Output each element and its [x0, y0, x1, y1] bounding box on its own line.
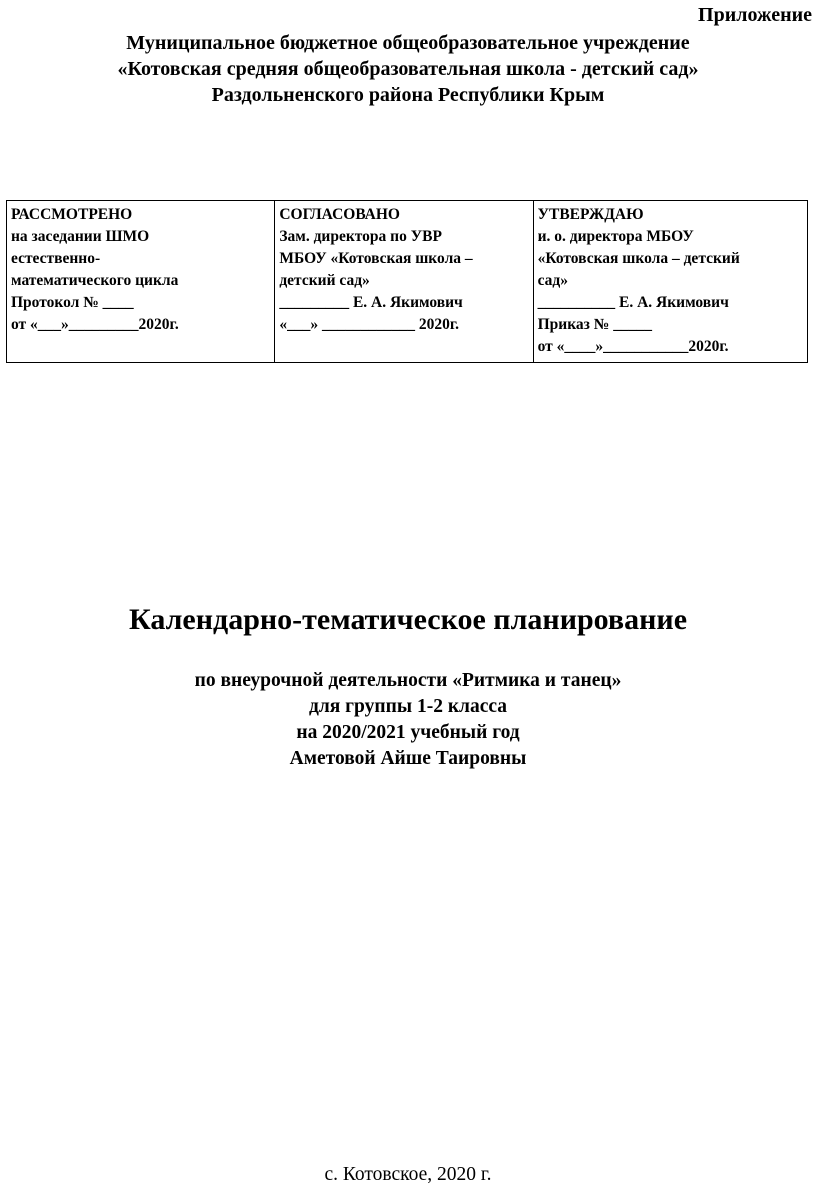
header-line-2: «Котовская средняя общеобразовательная школа - детский сад» — [117, 58, 699, 80]
agreed-line-6: «___» ____________ 2020г. — [279, 316, 459, 333]
agreed-line-3: МБОУ «Котовская школа – — [279, 250, 473, 267]
approved-line-6: Приказ № _____ — [537, 316, 652, 333]
approval-row — [7, 201, 808, 363]
document-title: Календарно-тематическое планирование — [128, 603, 688, 636]
agreed-line-1: СОГЛАСОВАНО — [279, 206, 400, 223]
agreed-line-4: детский сад» — [279, 272, 370, 289]
document-subtitle — [0, 668, 816, 772]
reviewed-line-4: математического цикла — [11, 272, 179, 289]
approved-line-3: «Котовская школа – детский — [537, 250, 740, 267]
reviewed-line-5: Протокол № ____ — [11, 294, 134, 311]
subtitle-line-2: для группы 1-2 класса — [308, 696, 508, 717]
agreed-cell — [275, 201, 533, 363]
appendix-label: Приложение — [698, 4, 812, 26]
subtitle-line-3: на 2020/2021 учебный год — [296, 722, 520, 743]
approved-line-7: от «____»___________2020г. — [537, 338, 729, 355]
agreed-line-5: _________ Е. А. Якимович — [279, 294, 463, 311]
header-line-1: Муниципальное бюджетное общеобразовательное учреждение — [126, 32, 690, 54]
reviewed-cell — [7, 201, 275, 363]
approved-line-2: и. о. директора МБОУ — [537, 228, 694, 245]
approved-line-4: сад» — [537, 272, 569, 289]
agreed-line-2: Зам. директора по УВР — [279, 228, 442, 245]
approved-line-5: __________ Е. А. Якимович — [537, 294, 729, 311]
subtitle-line-4: Аметовой Айше Таировны — [289, 748, 527, 769]
reviewed-line-1: РАССМОТРЕНО — [11, 206, 133, 223]
approved-cell — [533, 201, 807, 363]
approval-table — [6, 200, 808, 363]
subtitle-line-1: по внеурочной деятельности «Ритмика и танец» — [194, 670, 622, 691]
approved-line-1: УТВЕРЖДАЮ — [537, 206, 644, 223]
reviewed-line-2: на заседании ШМО — [11, 228, 150, 245]
header-line-3: Раздольненского района Республики Крым — [211, 84, 605, 106]
reviewed-line-3: естественно- — [11, 250, 101, 267]
reviewed-line-6: от «___»_________2020г. — [11, 316, 179, 333]
place-and-year: с. Котовское, 2020 г. — [324, 1164, 492, 1185]
school-header — [0, 30, 816, 108]
